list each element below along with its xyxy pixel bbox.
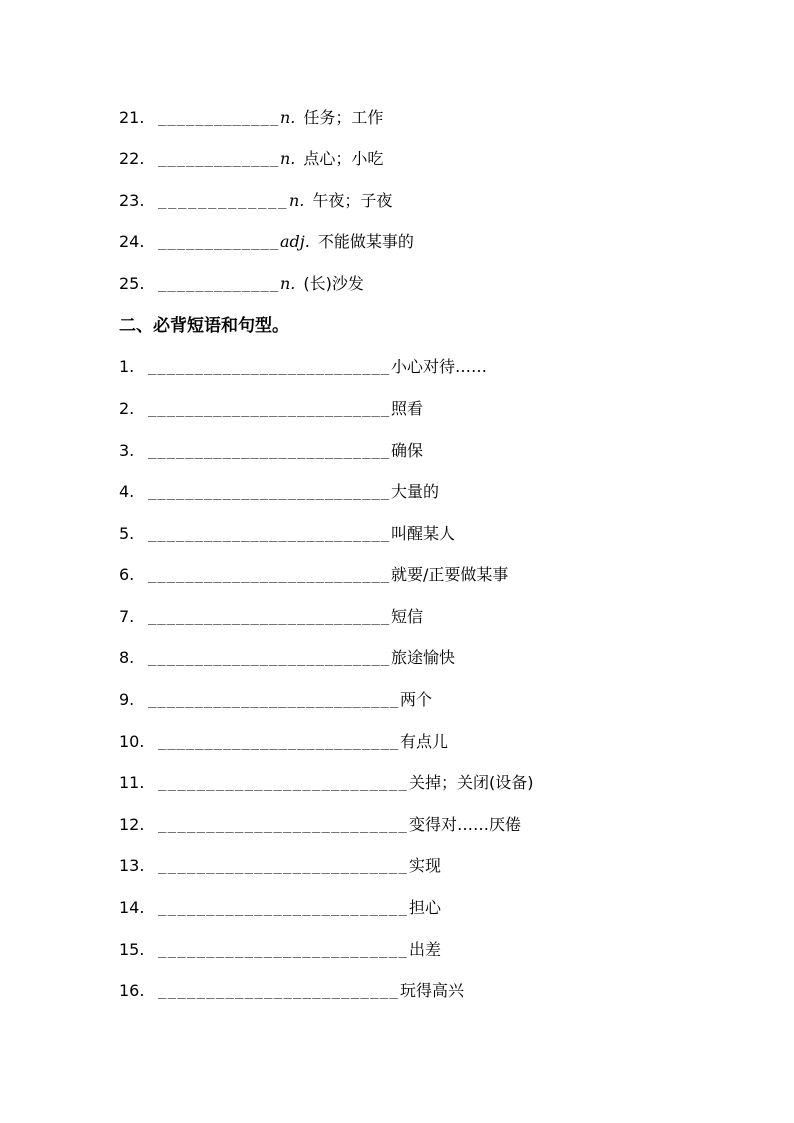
- meaning-text: (长)沙发: [303, 274, 364, 293]
- meaning-text: 就要/正要做某事: [391, 565, 509, 584]
- meaning-text: 有点儿: [400, 732, 449, 751]
- meaning-text: 短信: [391, 607, 424, 626]
- part-of-speech: n.: [280, 108, 296, 127]
- item-number: 9.: [119, 690, 135, 709]
- answer-blank: __________________________: [158, 900, 408, 916]
- item-number: 25.: [119, 274, 145, 293]
- answer-blank: _____________: [158, 110, 280, 126]
- answer-blank: __________________________: [148, 526, 391, 542]
- item-number: 4.: [119, 482, 135, 501]
- item-number: 14.: [119, 898, 145, 917]
- answer-blank: __________________________: [148, 609, 391, 625]
- meaning-text: 任务；工作: [303, 108, 384, 127]
- answer-blank: __________________________: [148, 359, 391, 375]
- answer-blank: __________________________: [158, 817, 408, 833]
- meaning-text: 关掉；关闭(设备): [409, 773, 534, 792]
- meaning-text: 玩得高兴: [400, 981, 465, 1000]
- item-number: 1.: [119, 357, 135, 376]
- part-of-speech: n.: [289, 191, 305, 210]
- item-number: 22.: [119, 149, 145, 168]
- answer-blank: _____________: [158, 276, 280, 292]
- answer-blank: _____________: [158, 193, 288, 209]
- item-definition: [280, 271, 364, 297]
- answer-blank: __________________________: [158, 734, 399, 750]
- answer-blank: __________________________: [158, 775, 408, 791]
- meaning-text: 变得对……厌倦: [409, 815, 522, 834]
- meaning-text: 小心对待……: [391, 357, 488, 376]
- answer-blank: __________________________: [148, 443, 391, 459]
- meaning-text: 旅途愉快: [391, 648, 456, 667]
- item-number: 3.: [119, 441, 135, 460]
- item-definition: [280, 146, 383, 172]
- answer-blank: _____________: [158, 234, 280, 250]
- part-of-speech: adj.: [280, 232, 310, 251]
- item-number: 16.: [119, 981, 145, 1000]
- item-definition: [280, 229, 414, 255]
- answer-blank: __________________________: [158, 858, 408, 874]
- answer-blank: __________________________: [148, 567, 391, 583]
- meaning-text: 出差: [409, 940, 442, 959]
- item-number: 7.: [119, 607, 135, 626]
- item-number: 21.: [119, 108, 145, 127]
- meaning-text: 实现: [409, 856, 442, 875]
- answer-blank: __________________________: [148, 401, 391, 417]
- item-number: 2.: [119, 399, 135, 418]
- part-of-speech: n.: [280, 274, 296, 293]
- item-number: 23.: [119, 191, 145, 210]
- answer-blank: __________________________: [158, 942, 408, 958]
- meaning-text: 照看: [391, 399, 424, 418]
- item-definition: [289, 188, 392, 214]
- item-number: 12.: [119, 815, 145, 834]
- meaning-text: 午夜；子夜: [312, 191, 393, 210]
- item-number: 8.: [119, 648, 135, 667]
- meaning-text: 确保: [391, 441, 424, 460]
- answer-blank: __________________________: [148, 650, 391, 666]
- section-heading: 二、必背短语和句型。: [119, 316, 289, 336]
- meaning-text: 不能做某事的: [317, 232, 414, 251]
- item-number: 13.: [119, 856, 145, 875]
- item-number: 24.: [119, 232, 145, 251]
- part-of-speech: n.: [280, 149, 296, 168]
- item-number: 11.: [119, 773, 145, 792]
- item-number: 5.: [119, 524, 135, 543]
- meaning-text: 两个: [400, 690, 433, 709]
- item-number: 15.: [119, 940, 145, 959]
- item-definition: [280, 105, 383, 131]
- answer-blank: _____________: [158, 151, 280, 167]
- meaning-text: 叫醒某人: [391, 524, 456, 543]
- item-number: 10.: [119, 732, 145, 751]
- meaning-text: 担心: [409, 898, 442, 917]
- meaning-text: 点心；小吃: [303, 149, 384, 168]
- meaning-text: 大量的: [391, 482, 440, 501]
- answer-blank: _________________________: [158, 983, 399, 999]
- answer-blank: ___________________________: [148, 692, 399, 708]
- item-number: 6.: [119, 565, 135, 584]
- answer-blank: __________________________: [148, 484, 391, 500]
